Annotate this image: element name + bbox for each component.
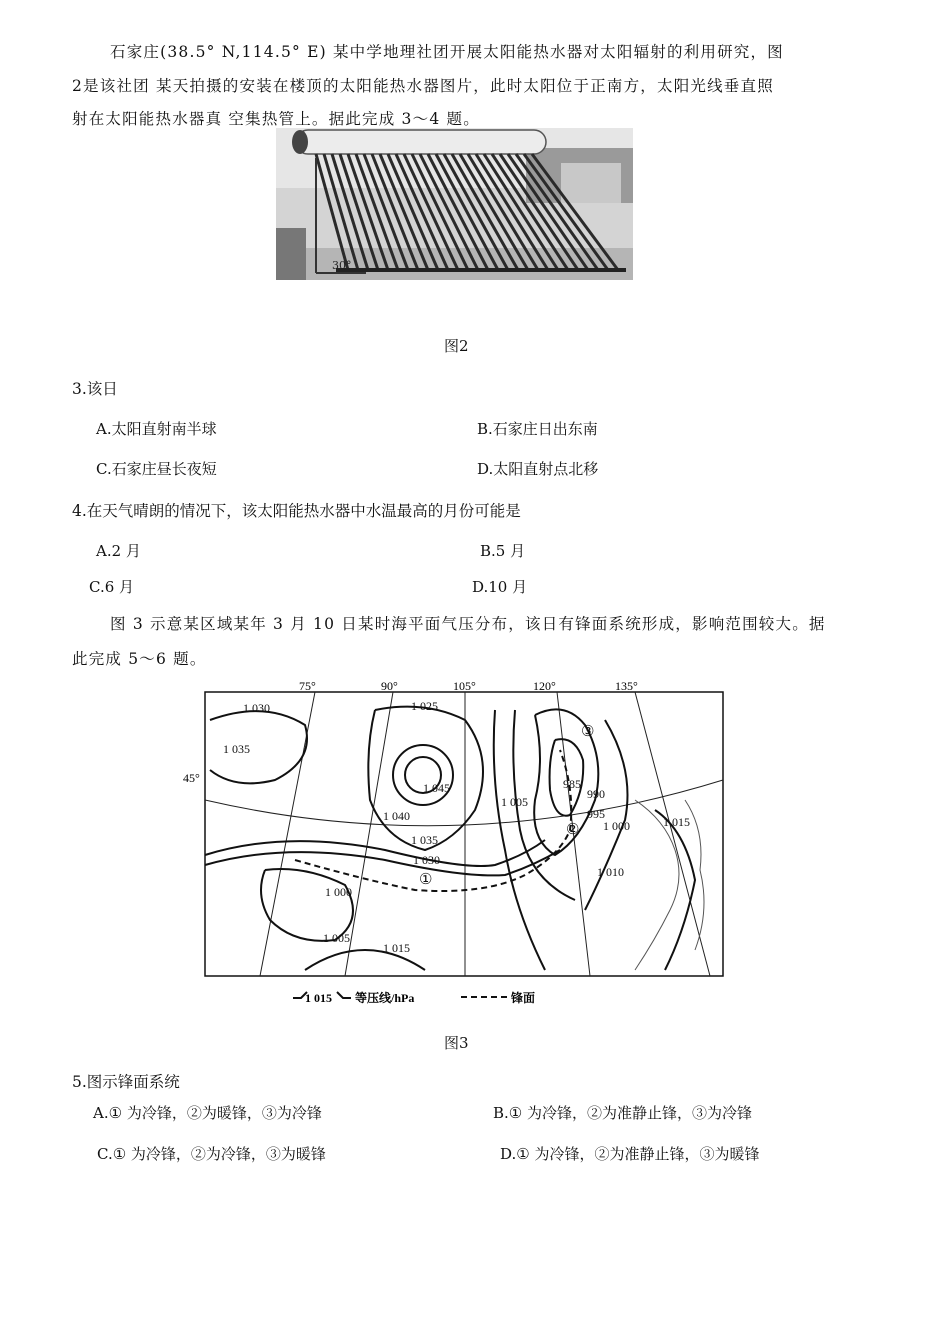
q5-option-d: D.① 为冷锋，②为准静止锋，③为暖锋 [500, 1145, 760, 1163]
isobar-label: 990 [587, 787, 605, 801]
intro2-line1: 图 3 示意某区域某年 3 月 10 日某时海平面气压分布，该日有锋面系统形成，影响范围较大。据 [110, 615, 826, 633]
front-marker-3: ③ [581, 724, 595, 740]
legend-isobar-label: 等压线/hPa [355, 991, 415, 1005]
legend-front-label: 锋面 [511, 991, 536, 1005]
isobar-label: 1 030 [243, 701, 270, 715]
isobar-label: 1 010 [597, 865, 624, 879]
intro1-line2: 2是该社团 某天拍摄的安装在楼顶的太阳能热水器图片，此时太阳位于正南方，太阳光线垂直照 [72, 77, 774, 95]
lon-105: 105° [453, 680, 476, 693]
legend-isobar-value: 1 015 [305, 991, 332, 1005]
q4-option-a: A.2 月 [96, 542, 141, 560]
isobar-map [165, 680, 760, 1020]
q3-option-d: D.太阳直射点北移 [477, 460, 599, 478]
lat-45: 45° [183, 771, 200, 785]
isobar-label: 1 035 [223, 742, 250, 756]
isobar-label: 1 040 [383, 809, 410, 823]
angle-label: 30° [332, 259, 352, 272]
isobar-label: 1 005 [501, 795, 528, 809]
q5-option-a: A.① 为冷锋，②为暖锋，③为冷锋 [93, 1104, 322, 1122]
lon-75: 75° [299, 680, 316, 693]
q3-stem: 3.该日 [72, 380, 118, 398]
isobar-label: 1 035 [411, 833, 438, 847]
front-marker-1: ① [419, 872, 433, 888]
figure3-caption: 图3 [444, 1034, 469, 1052]
isobar-label: 1 015 [383, 941, 410, 955]
isobar-label: 995 [587, 807, 605, 821]
q5-option-b: B.① 为冷锋，②为准静止锋，③为冷锋 [493, 1104, 753, 1122]
lon-120: 120° [533, 680, 556, 693]
q5-option-c: C.① 为冷锋，②为冷锋，③为暖锋 [97, 1145, 326, 1163]
q3-option-b: B.石家庄日出东南 [477, 420, 598, 438]
q4-stem: 4.在天气晴朗的情况下，该太阳能热水器中水温最高的月份可能是 [72, 502, 521, 520]
q5-stem: 5.图示锋面系统 [72, 1073, 180, 1091]
q3-option-c: C.石家庄昼长夜短 [96, 460, 217, 478]
isobar-label: 985 [563, 777, 581, 791]
isobar-label: 1 000 [325, 885, 352, 899]
q4-option-d: D.10 月 [472, 578, 528, 596]
intro1-line1: 石家庄(38.5° N,114.5° E) 某中学地理社团开展太阳能热水器对太阳辐射的利用研究，图 [110, 43, 784, 61]
isobar-label: 1 000 [603, 819, 630, 833]
isobar-label: 1 045 [423, 781, 450, 795]
isobar-label: 1 025 [411, 699, 438, 713]
front-marker-2: ② [566, 822, 580, 838]
lon-90: 90° [381, 680, 398, 693]
isobar-label: 1 005 [323, 931, 350, 945]
q3-option-a: A.太阳直射南半球 [96, 420, 217, 438]
solar-heater-photo [276, 128, 633, 280]
isobar-label: 1 030 [413, 853, 440, 867]
intro2-line2: 此完成 5～6 题。 [72, 650, 207, 668]
lon-135: 135° [615, 680, 638, 693]
figure2-caption: 图2 [444, 337, 469, 355]
q4-option-c: C.6 月 [89, 578, 135, 596]
isobar-label: 1 015 [663, 815, 690, 829]
intro1-line3: 射在太阳能热水器真 空集热管上。据此完成 3～4 题。 [72, 110, 480, 128]
q4-option-b: B.5 月 [480, 542, 526, 560]
